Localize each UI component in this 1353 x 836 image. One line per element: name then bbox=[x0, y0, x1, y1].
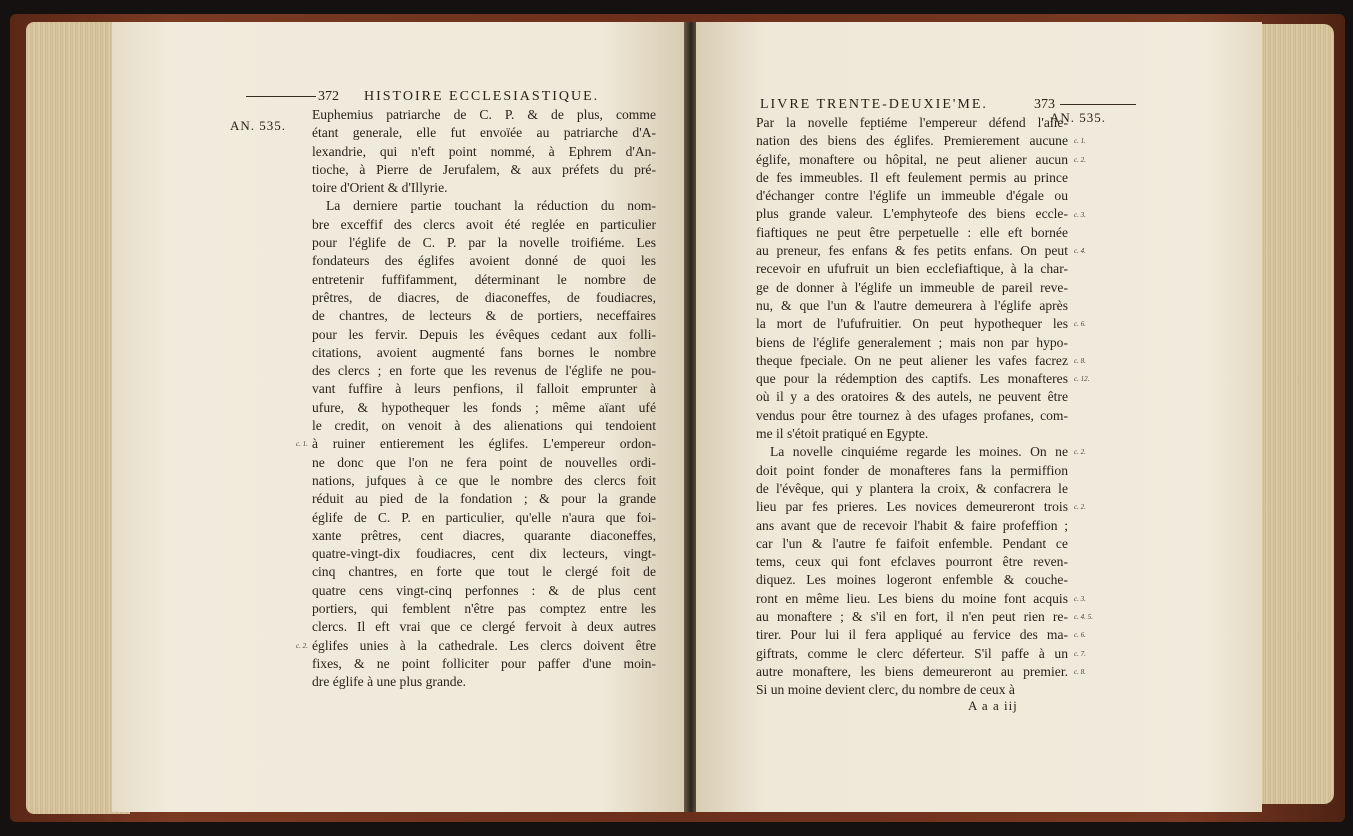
page-number-left: 372 bbox=[318, 89, 339, 104]
text-line: églifes unies à la cathedrale. Les clercs doivent être bbox=[312, 637, 656, 653]
text-line: lieu par fes prieres. Les novices demeureront trois bbox=[756, 499, 1068, 515]
margin-note: c. 7. bbox=[1074, 649, 1086, 658]
header-rule-left bbox=[246, 96, 316, 97]
right-page-text bbox=[756, 114, 1068, 700]
text-line: cinq chantres, en forte que tout le clergé foit de bbox=[312, 564, 656, 580]
margin-note: c. 2. bbox=[1074, 503, 1086, 512]
year-marker-left: AN. 535. bbox=[230, 118, 287, 133]
text-line: lexandrie, qui n'eft point nommé, à Ephrem d'An- bbox=[312, 143, 656, 159]
text-line: des clercs ; en forte que les revenus de l'églife ne pou- bbox=[312, 363, 656, 379]
text-line: nations, jufques à ce que le nombre des clercs foit bbox=[312, 472, 656, 488]
text-line: bre exceffif des clercs avoit été reglée en particulier bbox=[312, 216, 656, 232]
signature-mark: A a a iij bbox=[968, 698, 1018, 713]
margin-note: c. 3. bbox=[1074, 210, 1086, 219]
text-line: giftrats, comme le clerc déferteur. S'il paffe à un bbox=[756, 645, 1068, 661]
text-line: quatre-vingt-dix foudiacres, cent dix lecteurs, vingt- bbox=[312, 546, 656, 562]
text-line: Euphemius patriarche de C. P. & de plus, comme bbox=[312, 107, 656, 122]
margin-note: c. 2. bbox=[1074, 448, 1086, 457]
text-line: de fes immeubles. Il eft feulement permis au prince bbox=[756, 169, 1068, 185]
text-line: diquez. Les moines logeront enfemble & couche- bbox=[756, 572, 1068, 588]
text-line: nu, & que l'un & l'autre demeurera à l'églife après bbox=[756, 297, 1068, 313]
text-line: d'échanger contre l'églife un immeuble d'égale ou bbox=[756, 188, 1068, 204]
margin-note: c. 3. bbox=[1074, 594, 1086, 603]
running-title-right: LIVRE TRENTE-DEUXIE'ME. bbox=[760, 97, 988, 112]
year-marker-right: AN. 535. bbox=[1050, 110, 1107, 125]
text-line: doit point fonder de monafteres fans la permiffion bbox=[756, 462, 1068, 478]
text-line: prêtres, de diacres, de diaconeffes, de foudiacres, bbox=[312, 289, 656, 305]
text-line: dre églife à une plus grande. bbox=[312, 674, 466, 690]
text-line: pour l'églife de C. P. par la novelle troifiéme. Les bbox=[312, 235, 656, 251]
text-line: étant generale, elle fut envoïée au patriarche d'A- bbox=[312, 125, 656, 141]
running-title-left: HISTOIRE ECCLESIASTIQUE. bbox=[364, 89, 600, 104]
text-line: la mort de l'ufufruitier. On peut hypothequer les bbox=[756, 316, 1068, 332]
left-page-text bbox=[312, 106, 656, 692]
left-page bbox=[112, 22, 686, 812]
text-line: au monaftere ; & s'il en fort, il n'en peut rien re- bbox=[756, 609, 1068, 625]
header-rule-right bbox=[1060, 104, 1136, 105]
margin-note: c. 1. bbox=[1074, 137, 1086, 146]
text-line: car l'un & l'autre fe faifoit enfemble. Pendant ce bbox=[756, 535, 1068, 551]
text-line: fiaftiques ne peut être perpetuelle : elle eft bornée bbox=[756, 224, 1068, 240]
margin-note: c. 2. bbox=[296, 641, 308, 650]
text-line: plus grande valeur. L'emphyteofe des biens eccle- bbox=[756, 206, 1068, 222]
margin-note: c. 12. bbox=[1074, 375, 1090, 384]
text-line: toire d'Orient & d'Illyrie. bbox=[312, 180, 448, 196]
text-line: Par la novelle feptiéme l'empereur défend l'alie- bbox=[756, 115, 1068, 130]
text-line: que pour la rédemption des captifs. Les monafteres bbox=[756, 371, 1068, 387]
text-line: tioche, à Pierre de Jerufalem, & aux préfets du pré- bbox=[312, 161, 656, 177]
text-line: le credit, on venoit à des alienations qui tendoient bbox=[312, 418, 656, 434]
text-line: ne donc que l'on ne fera point de nouvelles ordi- bbox=[312, 454, 656, 470]
margin-note: c. 6. bbox=[1074, 631, 1086, 640]
text-line: La novelle cinquiéme regarde les moines. On ne bbox=[770, 444, 1068, 460]
text-line: pour les fervir. Depuis les évêques cedant aux folli- bbox=[312, 326, 656, 342]
text-line: clercs. Il eft vrai que ce clergé fervoit à deux autres bbox=[312, 619, 656, 635]
text-line: de chantres, de lecteurs & de portiers, neceffaires bbox=[312, 308, 656, 324]
text-line: theque fpeciale. On ne peut aliener les vafes facrez bbox=[756, 352, 1068, 368]
text-line: quatre cens vingt-cinq perfonnes : & de plus cent bbox=[312, 582, 656, 598]
margin-note: c. 8. bbox=[1074, 668, 1086, 676]
text-line: ront en même lieu. Les biens du moine font acquis bbox=[756, 590, 1068, 606]
text-line: La derniere partie touchant la réduction du nom- bbox=[326, 198, 656, 214]
margin-note: c. 4. 5. bbox=[1074, 613, 1093, 622]
margin-note: c. 1. bbox=[296, 440, 308, 449]
text-line: ufure, & hypothequer les fonds ; même aïant ufé bbox=[312, 399, 656, 415]
text-line: vant fuffire à leurs penfions, il falloit emprunter à bbox=[312, 381, 656, 397]
text-line: citations, avoient augmenté fans bornes le nombre bbox=[312, 344, 656, 360]
text-line: églife, monaftere ou hôpital, ne peut aliener aucun bbox=[756, 151, 1068, 167]
text-line: tems, ceux qui font efclaves pourront être reven- bbox=[756, 554, 1068, 570]
text-line: me il s'étoit pratiqué en Egypte. bbox=[756, 426, 929, 442]
text-line: tirer. Pour lui il fera appliqué au fervice des ma- bbox=[756, 627, 1068, 643]
text-line: de l'évêque, qui y plantera la croix, & confacrera le bbox=[756, 480, 1068, 496]
text-line: à ruiner entierement les églifes. L'empereur ordon- bbox=[312, 436, 656, 452]
margin-note: c. 4. bbox=[1074, 247, 1086, 256]
text-line: fondateurs des églifes avoient donné de quoi les bbox=[312, 253, 656, 269]
text-line: xante prêtres, cent diacres, quarante diaconeffes, bbox=[312, 527, 656, 543]
text-line: entretenir fuffifamment, déterminant le nombre de bbox=[312, 271, 656, 287]
text-line: où il y a des oratoires & des autels, ne peuvent être bbox=[756, 389, 1068, 405]
text-line: au preneur, fes enfans & fes petits enfans. On peut bbox=[756, 243, 1068, 259]
text-line: églife de C. P. en particulier, qu'elle n'aura que foi- bbox=[312, 509, 656, 525]
page-number-right: 373 bbox=[1034, 97, 1055, 112]
text-line: fixes, & ne point folliciter pour paffer d'une moin- bbox=[312, 655, 656, 671]
text-line: autre monaftere, les biens demeureront au premier. bbox=[756, 663, 1068, 679]
margin-note: c. 6. bbox=[1074, 320, 1086, 329]
text-line: réduit au pied de la fondation ; & pour la grande bbox=[312, 491, 656, 507]
page-edges-right bbox=[1250, 24, 1334, 804]
text-line: ge de donner à l'églife un immeuble de pareil reve- bbox=[756, 279, 1068, 295]
text-line: nation des biens des églifes. Premierement aucune bbox=[756, 133, 1068, 149]
text-line: vendus pour être tournez à des ufages profanes, com- bbox=[756, 407, 1068, 423]
text-line: Si un moine devient clerc, du nombre de ceux à bbox=[756, 682, 1015, 698]
right-page bbox=[696, 22, 1262, 812]
text-line: recevoir en ufufruit un bien ecclefiaftique, à la char- bbox=[756, 261, 1068, 277]
margin-note: c. 8. bbox=[1074, 356, 1086, 365]
text-line: ans avant que de recevoir l'habit & faire profeffion ; bbox=[756, 517, 1068, 533]
text-line: biens de l'églife generalement ; mais non par hypo- bbox=[756, 334, 1068, 350]
text-line: portiers, qui femblent n'être pas comptez entre les bbox=[312, 601, 656, 617]
margin-note: c. 2. bbox=[1074, 155, 1086, 164]
